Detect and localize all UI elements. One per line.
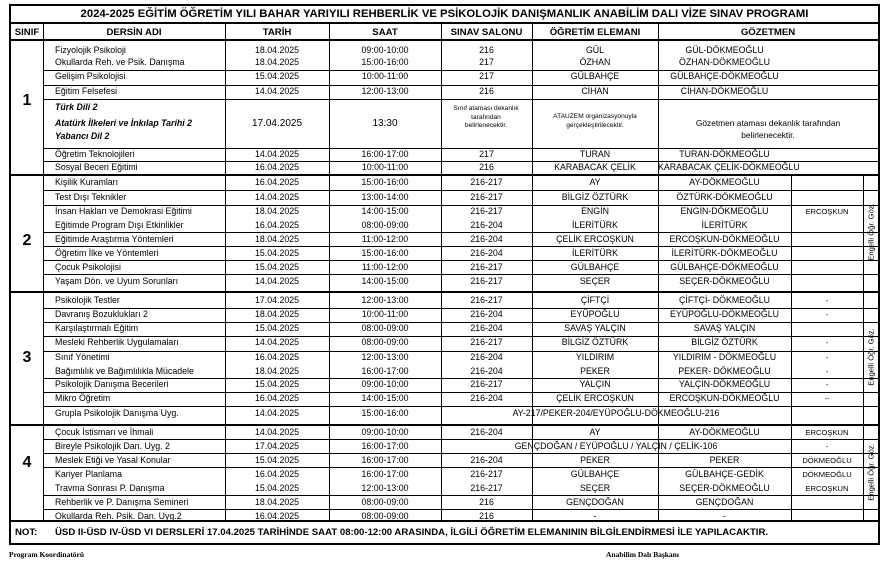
row-28-inv: SEÇER-DÖKMEOĞLU <box>679 483 770 493</box>
row-26-teacher: PEKER <box>580 455 610 465</box>
semester-3: 3 <box>22 349 32 366</box>
row-16-teacher: EYÜPOĞLU <box>570 309 620 319</box>
row-16-time: 10:00-11:00 <box>361 309 409 319</box>
row-14-date: 14.04.2025 <box>254 276 300 286</box>
row-26-course: Meslek Etiği ve Yasal Konular <box>55 455 171 465</box>
row-8-course: Test Dışı Teknikler <box>55 192 127 202</box>
row-4-date: 14.04.2025 <box>254 86 300 96</box>
row-7-date: 16.04.2025 <box>254 177 300 187</box>
row-22-extra: -- <box>824 394 830 403</box>
row-16-course: Davranış Bozuklukları 2 <box>55 309 148 319</box>
row-2-inv: ÖZHAN-DÖKMEOĞLU <box>679 57 770 67</box>
row-3-date: 15.04.2025 <box>254 71 300 81</box>
row-13-course: Çocuk Psikolojisi <box>55 262 121 272</box>
row-1-time: 09:00-10:00 <box>361 45 409 55</box>
row-21-time: 09:00-10:00 <box>361 379 409 389</box>
row-1-course: Fizyolojik Psikoloji <box>55 45 126 55</box>
note-text: ÜSD II-ÜSD IV-ÜSD VI DERSLERİ 17.04.2025 TARİHİNDE SAAT 08:00-12:00 ARASINDA, İLGİLİ ÖĞRETİM ELEMANININ BİLGİLENDİRMESİ İLE YAPILACAKTIR. <box>55 527 769 538</box>
row-14-extra <box>791 276 863 287</box>
row-12-date: 15.04.2025 <box>254 248 300 258</box>
engelli-label-3: Engelli Öğr. Göz. <box>866 328 875 386</box>
row-12-hall: 216-204 <box>470 248 503 258</box>
row-24-date: 14.04.2025 <box>254 427 300 437</box>
row-4-inv: CİHAN-DÖKMEOĞLU <box>680 86 769 96</box>
row-26-time: 16:00-17:00 <box>361 455 409 465</box>
row-4-time: 12:00-13:00 <box>361 86 409 96</box>
row-21-date: 15.04.2025 <box>254 379 300 389</box>
row-23-span: AY-217/PEKER-204/EYÜPOĞLU-DÖKMEOĞLU-216 <box>512 408 720 418</box>
row-10-hall: 216-204 <box>470 220 503 230</box>
row-12-course: Öğretim İlke ve Yöntemleri <box>55 248 159 258</box>
row-16-extra: - <box>825 310 829 319</box>
row-15-course: Psikolojik Testler <box>55 295 120 305</box>
row-8-inv: ÖZTÜRK-DÖKMEOĞLU <box>676 192 773 202</box>
row-10-teacher: İLERİTÜRK <box>572 220 618 230</box>
row-11-course: Eğitimde Araştırma Yöntemleri <box>55 234 174 244</box>
row-19-course: Sınıf Yönetimi <box>55 352 110 362</box>
row-2-course: Okullarda Reh. ve Psik. Danışma <box>55 57 185 67</box>
row-12-inv: İLERİTÜRK-DÖKMEOĞLU <box>671 248 778 258</box>
special-course-1: Türk Dili 2 <box>55 102 98 112</box>
row-27-extra: DÖKMEOĞLU <box>802 470 852 479</box>
row-25-date: 17.04.2025 <box>254 441 300 451</box>
row-13-extra <box>791 262 863 273</box>
row-17-date: 15.04.2025 <box>254 323 300 333</box>
row-8-extra <box>791 192 863 203</box>
row-19-inv: YILDIRIM - DÖKMEOĞLU <box>672 352 777 362</box>
row-14-hall: 216-217 <box>470 276 503 286</box>
row-15-teacher: ÇİFTÇİ <box>580 295 610 305</box>
row-17-time: 08:00-09:00 <box>361 323 409 333</box>
note-row <box>11 520 878 545</box>
header-tarih: TARİH <box>225 24 329 41</box>
row-5-course: Öğretim Teknolojileri <box>55 149 135 159</box>
special-date: 17.04.2025 <box>251 118 303 129</box>
header-salon: SINAV SALONU <box>441 24 532 41</box>
row-12-teacher: İLERİTÜRK <box>572 248 618 258</box>
row-13-hall: 216-217 <box>470 262 503 272</box>
row-22-teacher: ÇELİK ERCOŞKUN <box>556 393 634 403</box>
row-divider <box>43 509 880 510</box>
row-25-time: 16:00-17:00 <box>361 441 409 451</box>
row-divider <box>43 495 880 496</box>
row-9-extra: ERCOŞKUN <box>805 207 849 216</box>
row-30-hall: 216 <box>479 511 494 521</box>
row-divider <box>43 274 880 275</box>
row-23-time: 15:00-16:00 <box>361 408 409 418</box>
row-17-course: Karşılaştırmalı Eğitim <box>55 323 139 333</box>
row-5-hall: 217 <box>479 149 494 159</box>
row-20-inv: PEKER- DÖKMEOĞLU <box>678 366 771 376</box>
row-divider <box>43 260 880 261</box>
row-26-inv: PEKER <box>709 455 740 465</box>
engelli-label-4: Engelli Öğr. Göz. <box>866 443 875 501</box>
special-invigilator: Gözetmen ataması dekanlık tarafından belirlenecektir. <box>695 118 841 140</box>
row-7-hall: 216-217 <box>470 177 503 187</box>
row-6-course: Sosyal Beceri Eğitimi <box>55 162 138 172</box>
row-19-date: 16.04.2025 <box>254 352 300 362</box>
header-ders: DERSİN ADI <box>43 24 225 41</box>
row-9-inv: ENGİN-DÖKMEOĞLU <box>680 206 769 216</box>
row-28-date: 15.04.2025 <box>254 483 300 493</box>
row-11-hall: 216-204 <box>470 234 503 244</box>
row-20-time: 16:00-17:00 <box>361 366 409 376</box>
semester-divider <box>11 174 878 176</box>
row-21-inv: YALÇIN-DÖKMEOĞLU <box>678 379 771 389</box>
row-17-inv: SAVAŞ YALÇIN <box>693 323 756 333</box>
row-27-hall: 216-217 <box>470 469 503 479</box>
row-29-date: 18.04.2025 <box>254 497 300 507</box>
row-divider <box>43 99 880 100</box>
special-hall: Sınıf ataması dekanlık tarafından belirlenecektir. <box>453 105 519 129</box>
row-25-span: GENÇDOĞAN / EYÜPOĞLU / YALÇIN / ÇELİK-106 <box>514 441 718 451</box>
row-2-hall: 217 <box>479 57 494 67</box>
row-25-extra: - <box>825 442 829 451</box>
row-30-inv: - <box>723 511 726 521</box>
row-7-teacher: AY <box>589 177 601 187</box>
row-29-teacher: GENÇDOĞAN <box>566 497 624 507</box>
row-9-time: 14:00-15:00 <box>361 206 409 216</box>
row-3-hall: 217 <box>479 71 494 81</box>
semester-divider <box>11 291 878 293</box>
row-18-teacher: BİLGİZ ÖZTÜRK <box>561 337 629 347</box>
row-28-teacher: SEÇER <box>579 483 611 493</box>
row-divider <box>43 232 880 233</box>
row-26-date: 15.04.2025 <box>254 455 300 465</box>
row-6-time: 10:00-11:00 <box>361 162 409 172</box>
row-22-inv: ERCOŞKUN-DÖKMEOĞLU <box>669 393 780 403</box>
row-21-teacher: YALÇIN <box>579 379 611 389</box>
row-19-teacher: YILDIRIM <box>575 352 615 362</box>
row-17-hall: 216-204 <box>470 323 503 333</box>
row-divider <box>43 453 880 454</box>
row-11-teacher: ÇELİK ERCOŞKUN <box>556 234 634 244</box>
row-divider <box>43 406 880 407</box>
row-26-hall: 216-204 <box>470 455 503 465</box>
row-27-date: 16.04.2025 <box>254 469 300 479</box>
row-6-date: 16.04.2025 <box>254 162 300 172</box>
row-8-date: 14.04.2025 <box>254 192 300 202</box>
row-11-inv: ERCOŞKUN-DÖKMEOĞLU <box>669 234 780 244</box>
row-29-time: 08:00-09:00 <box>361 497 409 507</box>
header-sinif: SINIF <box>11 24 43 41</box>
row-3-course: Gelişim Psikolojisi <box>55 71 126 81</box>
row-24-extra: ERCOŞKUN <box>805 428 849 437</box>
row-divider <box>43 439 880 440</box>
row-8-teacher: BİLGİZ ÖZTÜRK <box>561 192 629 202</box>
row-27-time: 16:00-17:00 <box>361 469 409 479</box>
row-19-hall: 216-204 <box>470 352 503 362</box>
row-7-time: 15:00-16:00 <box>361 177 409 187</box>
row-24-hall: 216-204 <box>470 427 503 437</box>
row-3-inv: GÜLBAHÇE-DÖKMEOĞLU <box>670 71 779 81</box>
row-18-hall: 216-217 <box>470 337 503 347</box>
semester-1: 1 <box>22 92 32 109</box>
row-6-teacher: KARABACAK ÇELİK <box>554 162 636 172</box>
row-23-course: Grupla Psikolojik Danışma Uyg. <box>55 408 179 418</box>
row-8-time: 13:00-14:00 <box>361 192 409 202</box>
row-13-inv: GÜLBAHÇE-DÖKMEOĞLU <box>670 262 779 272</box>
row-5-inv: TURAN-DÖKMEOĞLU <box>679 149 770 159</box>
program-coordinator-signature: Program Koordinatörü <box>9 550 85 559</box>
row-14-teacher: SEÇER <box>579 276 611 286</box>
row-9-course: İnsan Hakları ve Demokrasi Eğitimi <box>55 206 192 216</box>
row-2-time: 15:00-16:00 <box>361 57 409 67</box>
row-1-hall: 216 <box>479 45 494 55</box>
row-17-extra <box>791 323 863 334</box>
row-30-course: Okullarda Reh. Psik. Dan. Uyg.2 <box>55 511 182 521</box>
row-17-teacher: SAVAŞ YALÇIN <box>564 323 626 333</box>
row-11-date: 18.04.2025 <box>254 234 300 244</box>
row-15-date: 17.04.2025 <box>254 295 300 305</box>
row-24-teacher: AY <box>589 427 601 437</box>
row-28-extra: ERCOŞKUN <box>805 484 849 493</box>
row-29-inv: GENÇDOĞAN <box>695 497 754 507</box>
row-9-teacher: ENGİN <box>581 206 609 216</box>
row-23-date: 14.04.2025 <box>254 408 300 418</box>
row-18-inv: BİLGİZ ÖZTÜRK <box>691 337 758 347</box>
row-14-time: 14:00-15:00 <box>361 276 409 286</box>
semester-4: 4 <box>22 454 32 471</box>
special-course-3: Yabancı Dil 2 <box>55 131 110 141</box>
department-head-signature: Anabilim Dalı Başkanı <box>606 550 679 559</box>
row-21-hall: 216-217 <box>470 379 503 389</box>
row-15-extra: - <box>825 296 829 305</box>
row-30-teacher: - <box>593 511 597 521</box>
row-divider <box>43 246 880 247</box>
row-18-extra: - <box>825 338 829 347</box>
row-21-course: Psikolojik Danışma Becerileri <box>55 379 169 389</box>
row-6-hall: 216 <box>479 162 494 172</box>
row-13-teacher: GÜLBAHÇE <box>570 262 620 272</box>
row-4-course: Eğitim Felsefesi <box>55 86 118 96</box>
row-4-hall: 216 <box>479 86 494 96</box>
row-19-extra: - <box>825 353 829 362</box>
header-eleman: ÖĞRETİM ELEMANI <box>532 24 658 41</box>
row-1-date: 18.04.2025 <box>254 45 300 55</box>
row-19-time: 12:00-13:00 <box>361 352 409 362</box>
page-title: 2024-2025 EĞİTİM ÖĞRETİM YILI BAHAR YARIYILI REHBERLİK VE PSİKOLOJİK DANIŞMANLIK ANABİLİM DALI VİZE SINAV PROGRAMI <box>11 6 878 24</box>
semester-divider <box>11 424 878 426</box>
row-7-course: Kişilik Kuramları <box>55 177 119 187</box>
row-13-time: 11:00-12:00 <box>361 262 409 272</box>
row-16-date: 18.04.2025 <box>254 309 300 319</box>
row-15-time: 12:00-13:00 <box>361 295 409 305</box>
row-21-extra: - <box>825 380 829 389</box>
row-12-time: 15:00-16:00 <box>361 248 409 258</box>
row-18-time: 08:00-09:00 <box>361 337 409 347</box>
row-24-inv: AY-DÖKMEOĞLU <box>689 427 760 437</box>
row-2-date: 18.04.2025 <box>254 57 300 67</box>
row-7-inv: AY-DÖKMEOĞLU <box>689 177 760 187</box>
row-25-course: Bireyle Psikolojik Dan. Uyg. 2 <box>55 441 170 451</box>
row-22-date: 16.04.2025 <box>254 393 300 403</box>
row-4-teacher: CİHAN <box>581 86 609 96</box>
row-29-course: Rehberlik ve P. Danışma Semineri <box>55 497 189 507</box>
row-26-extra: DÖKMEOĞLU <box>802 456 852 465</box>
row-18-course: Mesleki Rehberlik Uygulamaları <box>55 337 179 347</box>
row-10-inv: İLERİTÜRK <box>701 220 748 230</box>
row-28-hall: 216-217 <box>470 483 503 493</box>
row-15-hall: 216-217 <box>470 295 503 305</box>
row-1-teacher: GÜL <box>585 45 605 55</box>
row-27-inv: GÜLBAHÇE-GEDİK <box>685 469 764 479</box>
header-saat: SAAT <box>329 24 441 41</box>
row-24-time: 09:00-10:00 <box>361 427 409 437</box>
row-5-teacher: TURAN <box>579 149 611 159</box>
special-course-2: Atatürk İlkeleri ve İnkılap Tarihi 2 <box>55 118 193 128</box>
row-5-date: 14.04.2025 <box>254 149 300 159</box>
row-10-date: 16.04.2025 <box>254 220 300 230</box>
row-11-extra <box>791 234 863 245</box>
row-14-inv: SEÇER-DÖKMEOĞLU <box>679 276 770 286</box>
row-9-date: 18.04.2025 <box>254 206 300 216</box>
row-3-teacher: GÜLBAHÇE <box>570 71 620 81</box>
row-2-teacher: ÖZHAN <box>579 57 611 67</box>
header-gozetmen: GÖZETMEN <box>658 24 878 41</box>
special-time: 13:30 <box>372 118 398 129</box>
row-28-course: Travma Sonrası P. Danışma <box>55 483 165 493</box>
row-16-inv: EYÜPOĞLU-DÖKMEOĞLU <box>669 309 779 319</box>
row-24-course: Çocuk İstismarı ve İhmali <box>55 427 154 437</box>
row-20-date: 18.04.2025 <box>254 366 300 376</box>
row-divider <box>43 190 880 191</box>
row-20-extra: - <box>825 367 829 376</box>
row-22-course: Mikro Öğretim <box>55 393 111 403</box>
semester-2: 2 <box>22 232 32 249</box>
row-20-teacher: PEKER <box>580 366 610 376</box>
exam-schedule-table <box>9 4 880 545</box>
row-14-course: Yaşam Dön. ve Uyum Sorunları <box>55 276 179 286</box>
row-30-time: 08:00-09:00 <box>361 511 409 521</box>
row-10-extra <box>791 220 863 231</box>
row-8-hall: 216-217 <box>470 192 503 202</box>
special-teacher: ATAUZEM organizasyonuyla gerçekleştirilecektir. <box>553 113 637 129</box>
row-16-hall: 216-204 <box>470 309 503 319</box>
row-5-time: 16:00-17:00 <box>361 149 409 159</box>
row-7-extra <box>791 177 863 188</box>
row-9-hall: 216-217 <box>470 206 503 216</box>
row-22-time: 14:00-15:00 <box>361 393 409 403</box>
row-15-inv: ÇİFTÇİ- DÖKMEOĞLU <box>679 295 770 305</box>
row-20-course: Bağımlılık ve Bağımlılıkla Mücadele <box>55 366 194 376</box>
row-18-date: 14.04.2025 <box>254 337 300 347</box>
row-28-time: 12:00-13:00 <box>361 483 409 493</box>
note-label: NOT: <box>15 527 38 538</box>
row-divider <box>43 467 880 468</box>
row-13-date: 15.04.2025 <box>254 262 300 272</box>
row-29-hall: 216 <box>479 497 494 507</box>
row-22-hall: 216-204 <box>470 393 503 403</box>
row-27-teacher: GÜLBAHÇE <box>570 469 620 479</box>
row-6-inv: KARABACAK ÇELİK-DÖKMEOĞLU <box>658 162 800 172</box>
row-11-time: 11:00-12:00 <box>361 234 409 244</box>
row-1-inv: GÜL-DÖKMEOĞLU <box>685 45 764 55</box>
engelli-label-2: Engelli Öğr. Göz. <box>866 203 875 261</box>
row-10-course: Eğitimde Program Dışı Etkinlikler <box>55 220 184 230</box>
row-30-date: 16.04.2025 <box>254 511 300 521</box>
row-29-extra <box>791 497 863 508</box>
row-27-course: Kariyer Planlama <box>55 469 122 479</box>
row-3-time: 10:00-11:00 <box>361 71 409 81</box>
row-12-extra <box>791 248 863 259</box>
row-20-hall: 216-204 <box>470 366 503 376</box>
row-10-time: 08:00-09:00 <box>361 220 409 230</box>
